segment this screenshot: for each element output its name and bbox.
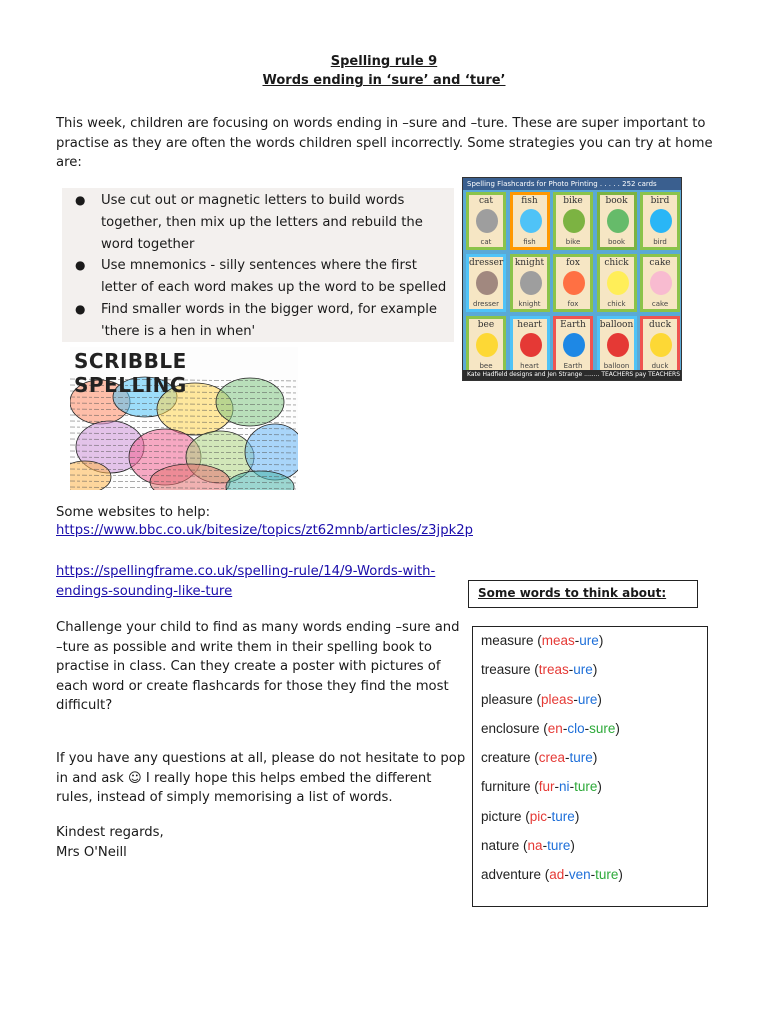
words-list <box>481 631 707 895</box>
syllable-separator: - <box>565 750 570 766</box>
flashcard-word: fish <box>521 196 538 206</box>
bbc-bitesize-link[interactable]: https://www.bbc.co.uk/bitesize/topics/zt62mnb/articles/z3jpk2p <box>56 523 473 538</box>
flashcard-picture <box>650 209 672 233</box>
paren: ) <box>592 662 598 678</box>
word-text: treasure <box>481 662 535 678</box>
paren: ( <box>525 808 530 824</box>
syllable: ture <box>551 808 575 824</box>
flashcard-word: knight <box>514 258 545 268</box>
flashcards-image <box>462 177 682 381</box>
flashcard-caption: dresser <box>473 300 499 308</box>
flashcard-picture <box>476 209 498 233</box>
challenge-paragraph: Challenge your child to find as many words ending –sure and –ture as possible and write them in their spelling book to practise in class. Can they create a poster with pictures of each word or create flashcards for those they find the most difficult? <box>56 620 460 713</box>
syllable-separator: - <box>554 779 560 795</box>
flashcard-word: Earth <box>560 320 586 330</box>
syllable-separator: - <box>564 867 569 883</box>
paren: ) <box>574 808 580 824</box>
words-box-title-text: Some words to think about: <box>478 586 667 600</box>
flashcard <box>640 254 680 312</box>
paren: ) <box>615 720 620 736</box>
syllable: ure <box>579 633 599 648</box>
scribble-spelling-image <box>70 347 298 490</box>
syllable: ad <box>549 867 565 883</box>
flashcard-picture <box>520 209 542 233</box>
paren: ) <box>570 838 575 854</box>
word-text: adventure <box>481 867 545 883</box>
flashcard-caption: duck <box>651 362 669 370</box>
bullet-icon: ● <box>75 301 86 316</box>
flashcard-caption: bee <box>479 362 493 370</box>
flashcard-picture <box>650 333 672 357</box>
flashcard-picture <box>607 333 629 357</box>
word-text: creature <box>481 750 535 766</box>
flashcards-credit: Kate Hadfield designs and Jen Strange ........ <box>467 371 600 378</box>
flashcard-caption: balloon <box>603 362 630 370</box>
syllable: ure <box>573 662 593 678</box>
syllable: clo <box>567 720 585 736</box>
syllable: meas <box>541 633 575 648</box>
syllable-separator: - <box>590 867 596 883</box>
paren: ( <box>544 867 550 883</box>
regards-line: Kindest regards, <box>56 825 164 840</box>
word-entry <box>481 690 707 719</box>
flashcard-picture <box>520 271 542 295</box>
list-item <box>62 255 454 299</box>
syllable: ture <box>547 838 571 854</box>
syllable-separator: - <box>542 838 548 854</box>
flashcard-picture <box>476 271 498 295</box>
flashcard <box>640 192 680 250</box>
word-entry <box>481 836 707 865</box>
flashcard-word: bike <box>563 196 583 206</box>
flashcard-word: cat <box>478 196 494 206</box>
syllable: ven <box>568 867 591 883</box>
paren: ( <box>537 633 542 648</box>
word-text: enclosure <box>481 720 544 736</box>
syllable: sure <box>589 720 616 736</box>
syllable: crea <box>538 750 566 766</box>
word-text: pleasure <box>481 691 537 707</box>
word-text: picture <box>481 808 526 824</box>
websites-label: Some websites to help: <box>56 505 211 520</box>
flashcard-picture <box>476 333 498 357</box>
flashcard <box>510 254 550 312</box>
flashcard-picture <box>563 209 585 233</box>
flashcard-caption: chick <box>607 300 626 308</box>
list-item <box>62 190 454 255</box>
flashcard-caption: cat <box>480 238 492 246</box>
signoff <box>56 823 164 862</box>
flashcard-picture <box>520 333 542 357</box>
flashcard-caption: heart <box>520 362 539 370</box>
flashcard <box>510 192 550 250</box>
syllable-separator: - <box>547 808 552 824</box>
flashcard-caption: knight <box>518 300 541 308</box>
flashcard <box>597 316 637 374</box>
paren: ( <box>534 662 539 678</box>
flashcards-brand: TEACHERS pay TEACHERS <box>601 371 681 378</box>
word-entry <box>481 807 707 836</box>
flashcard-picture <box>563 271 585 295</box>
paren: ( <box>534 750 539 766</box>
strategy-text: Use cut out or magnetic letters to build words together, then mix up the letters and rebuild the word together <box>101 193 423 252</box>
paren: ( <box>543 720 548 736</box>
flashcard <box>466 316 506 374</box>
flashcard-word: bird <box>650 196 670 206</box>
flashcard-caption: cake <box>651 300 669 308</box>
scribble-title: SCRIBBLE SPELLING <box>74 349 187 397</box>
syllable-separator: - <box>568 662 574 678</box>
spellingframe-link[interactable]: https://spellingframe.co.uk/spelling-rule/14/9-Words-with-endings-sounding-like-ture <box>56 564 436 599</box>
syllable: pic <box>529 808 548 824</box>
strategy-text: Find smaller words in the bigger word, for example 'there is a hen in when' <box>101 301 437 339</box>
word-text: furniture <box>481 779 535 795</box>
syllable: pleas <box>541 691 574 707</box>
strategies-panel <box>62 188 454 342</box>
flashcard-caption: fox <box>567 300 579 308</box>
bullet-icon: ● <box>75 193 86 207</box>
syllable: ture <box>574 779 598 795</box>
syllable: ni <box>559 779 570 795</box>
flashcard-caption: Earth <box>563 362 583 370</box>
intro-paragraph: This week, children are focusing on words ending in –sure and –ture. These are super important to practise as they are often the words children spell incorrectly. Some strategies you can try at home are: <box>56 116 713 170</box>
paren: ) <box>598 633 604 648</box>
paren: ( <box>534 779 539 795</box>
paren: ( <box>523 838 528 854</box>
syllable-separator: - <box>574 633 580 648</box>
strategy-text: Use mnemonics - silly sentences where the first letter of each word makes up the word to be spelled <box>101 258 447 296</box>
flashcard-word: book <box>605 196 628 206</box>
word-entry <box>481 777 707 806</box>
flashcard-caption: book <box>607 238 626 246</box>
bullet-icon: ● <box>75 258 86 273</box>
flashcard-word: chick <box>604 258 629 268</box>
page-subtitle: Words ending in ‘sure’ and ‘ture’ <box>262 73 506 88</box>
syllable: fur <box>538 779 555 795</box>
flashcard-picture <box>563 333 585 357</box>
syllable-separator: - <box>562 720 568 736</box>
syllable: en <box>547 720 563 736</box>
syllable: ture <box>569 750 593 766</box>
flashcard <box>553 316 593 374</box>
flashcard <box>553 192 593 250</box>
paren: ) <box>597 691 602 707</box>
flashcard-word: dresser <box>469 258 504 268</box>
syllable: ture <box>595 867 619 883</box>
words-box-title <box>468 580 698 608</box>
list-item <box>62 299 454 343</box>
flashcard <box>466 254 506 312</box>
word-entry <box>481 631 707 660</box>
word-entry <box>481 719 707 748</box>
flashcard-caption: bird <box>653 238 667 246</box>
word-text: measure <box>481 633 538 648</box>
flashcards-footer <box>463 370 681 380</box>
flashcard <box>640 316 680 374</box>
syllable: ure <box>577 691 598 707</box>
page-title: Spelling rule 9 <box>330 54 438 69</box>
flashcard-word: balloon <box>599 320 634 330</box>
flashcard <box>597 254 637 312</box>
flashcard <box>510 316 550 374</box>
syllable: na <box>527 838 543 854</box>
flashcard-picture <box>607 209 629 233</box>
flashcard <box>553 254 593 312</box>
word-entry <box>481 660 707 689</box>
word-text: nature <box>481 838 524 854</box>
paren: ) <box>597 779 602 795</box>
paren: ) <box>618 867 623 883</box>
flashcards-header: Spelling Flashcards for Photo Printing . . . . . 252 cards <box>463 178 681 190</box>
flashcard-word: cake <box>649 258 671 268</box>
flashcard-picture <box>650 271 672 295</box>
syllable-separator: - <box>584 720 590 736</box>
paren: ( <box>536 691 542 707</box>
flashcard-caption: fish <box>523 238 536 246</box>
flashcard <box>466 192 506 250</box>
flashcard-word: fox <box>566 258 580 268</box>
syllable-separator: - <box>573 691 578 707</box>
flashcard-caption: bike <box>565 238 581 246</box>
flashcard-word: duck <box>648 320 672 330</box>
strategies-list <box>62 190 454 343</box>
word-entry <box>481 865 707 894</box>
flashcard-word: heart <box>517 320 542 330</box>
flashcard <box>597 192 637 250</box>
paren: ) <box>592 750 598 766</box>
flashcard-word: bee <box>477 320 495 330</box>
syllable-separator: - <box>569 779 575 795</box>
flashcard-picture <box>607 271 629 295</box>
words-list-box <box>472 626 708 907</box>
teacher-name: Mrs O'Neill <box>56 844 127 860</box>
word-entry <box>481 748 707 777</box>
syllable: treas <box>538 662 569 678</box>
closing-paragraph: If you have any questions at all, please do not hesitate to pop in and ask ☺ I really hope this helps embed the different rules, instead of simply memorising a list of words. <box>56 751 466 805</box>
